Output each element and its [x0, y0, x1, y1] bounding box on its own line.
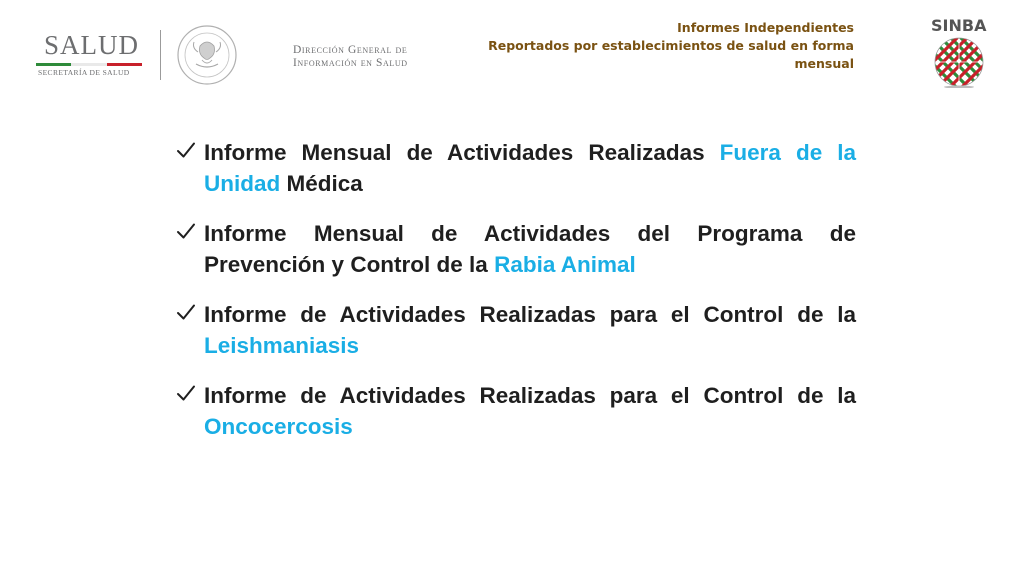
list-item-text-part: Médica	[280, 171, 363, 196]
check-icon	[176, 383, 196, 403]
list-item-text	[204, 380, 856, 442]
list-item-highlight: Oncocercosis	[204, 414, 353, 439]
list-item-text-part: Informe Mensual de Actividades Realizadas	[204, 140, 720, 165]
salud-logo-word: SALUD	[44, 30, 140, 60]
dgis-line-2: Información en Salud	[293, 57, 408, 69]
salud-logo-subtitle: SECRETARÍA DE SALUD	[38, 68, 130, 77]
list-item	[174, 380, 856, 442]
header-title-line-2: Reportados por establecimientos de salud en forma	[488, 38, 854, 53]
header-title-line-1: Informes Independientes	[677, 20, 854, 35]
list-item-highlight: Leishmaniasis	[204, 333, 360, 358]
list-item-text	[204, 218, 856, 280]
bullet-list	[174, 137, 856, 461]
list-item-text	[204, 299, 856, 361]
header-divider	[160, 30, 161, 80]
list-item-highlight: Rabia Animal	[494, 252, 636, 277]
coat-of-arms-seal-icon	[176, 24, 238, 86]
check-icon	[176, 140, 196, 160]
sinba-logo-word: SINBA	[931, 16, 987, 35]
list-item	[174, 218, 856, 280]
salud-logo-flag-stripe	[36, 63, 142, 66]
list-item-text-part: Informe de Actividades Realizadas para el Control de la	[204, 302, 856, 327]
header-title-line-3: mensual	[794, 56, 854, 71]
check-icon	[176, 302, 196, 322]
sinba-globe-icon	[933, 36, 985, 88]
dgis-line-1: Dirección General de	[293, 44, 408, 56]
list-item	[174, 299, 856, 361]
sinba-logo	[924, 16, 1000, 96]
dgis-title	[293, 44, 408, 70]
list-item-text-part: Informe Mensual de Actividades del Programa de Prevención y Control de la	[204, 221, 856, 277]
list-item-text-part: Informe de Actividades Realizadas para el Control de la	[204, 383, 856, 408]
check-icon	[176, 221, 196, 241]
salud-logo	[30, 30, 150, 86]
list-item-text	[204, 137, 856, 199]
header-title	[474, 19, 854, 73]
list-item-highlight: Fuera de la Unidad	[204, 140, 857, 196]
list-item	[174, 137, 856, 199]
